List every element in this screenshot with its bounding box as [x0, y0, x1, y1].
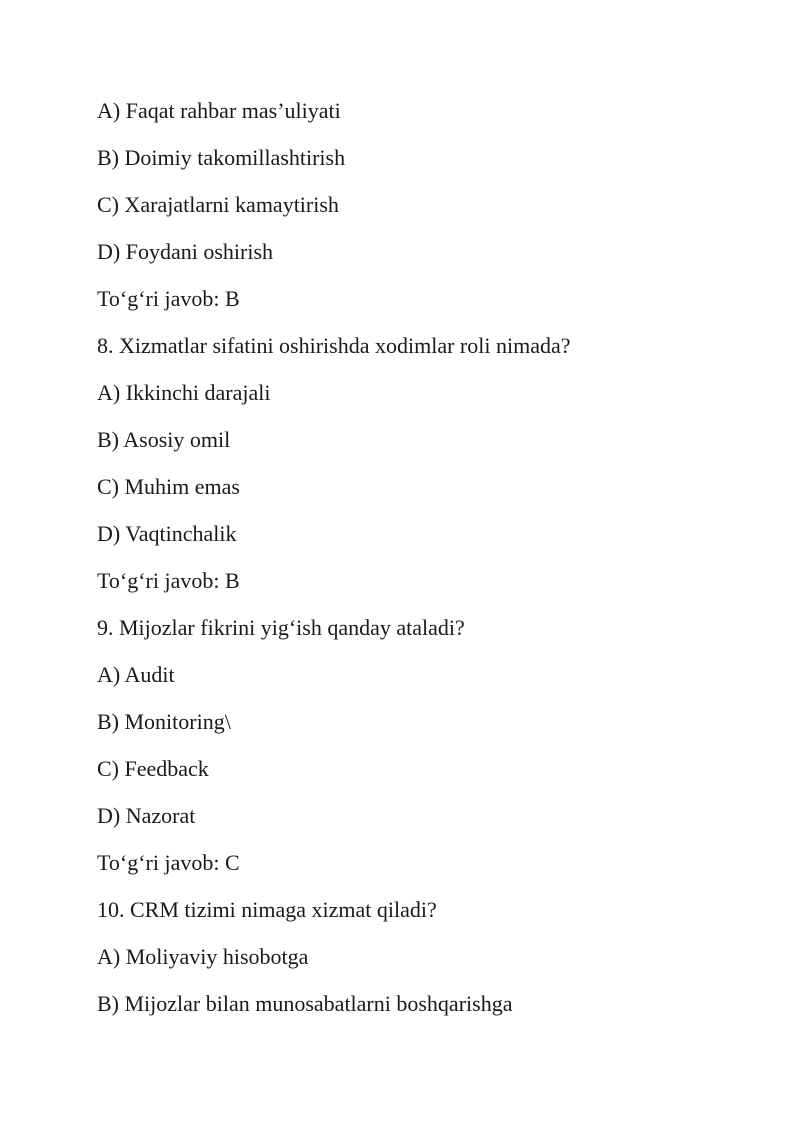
- text-line: B) Mijozlar bilan munosabatlarni boshqarishga: [97, 991, 513, 1016]
- text-line: B) Monitoring\: [97, 709, 231, 734]
- text-line: B) Asosiy omil: [97, 427, 231, 452]
- text-line: A) Moliyaviy hisobotga: [97, 944, 309, 969]
- question-line: 10. CRM tizimi nimaga xizmat qiladi?: [97, 897, 437, 922]
- text-line: B) Doimiy takomillashtirish: [97, 145, 346, 170]
- question-line: 9. Mijozlar fikrini yig‘ish qanday ataladi?: [97, 615, 465, 640]
- answer-line: To‘g‘ri javob: C: [97, 850, 240, 875]
- text-line: C) Xarajatlarni kamaytirish: [97, 192, 339, 217]
- answer-line: To‘g‘ri javob: B: [97, 286, 240, 311]
- text-line: D) Nazorat: [97, 803, 196, 828]
- answer-line: To‘g‘ri javob: B: [97, 568, 240, 593]
- text-line: D) Vaqtinchalik: [97, 521, 237, 546]
- text-line: A) Audit: [97, 662, 175, 687]
- text-line: C) Feedback: [97, 756, 209, 781]
- text-line: D) Foydani oshirish: [97, 239, 273, 264]
- text-lines: [97, 96, 571, 1036]
- text-line: A) Ikkinchi darajali: [97, 380, 271, 405]
- question-line: 8. Xizmatlar sifatini oshirishda xodimlar roli nimada?: [97, 333, 571, 358]
- text-line: A) Faqat rahbar mas’uliyati: [97, 98, 341, 123]
- text-line: C) Muhim emas: [97, 474, 240, 499]
